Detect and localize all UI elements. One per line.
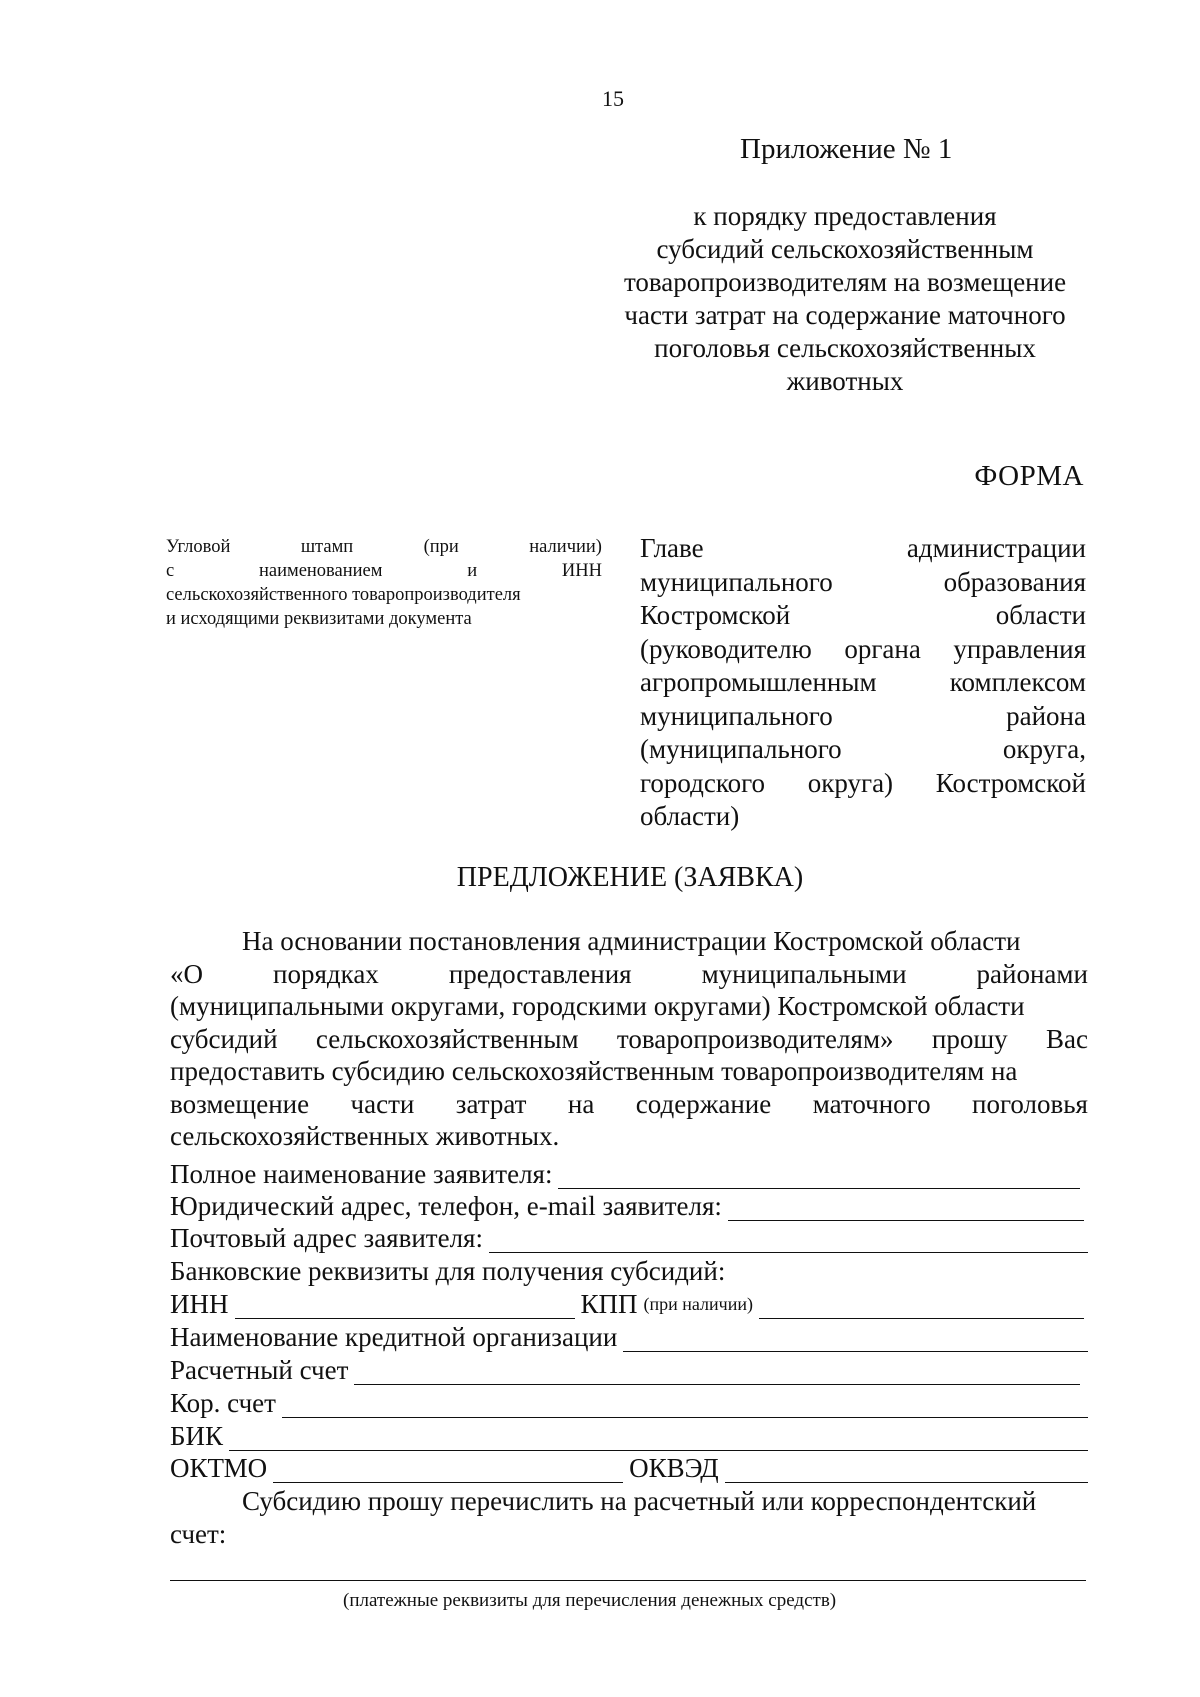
- paragraph-word: сельскохозяйственным: [315, 1023, 579, 1054]
- inn-label: ИНН: [170, 1289, 229, 1319]
- full-name-field: [170, 1159, 1080, 1189]
- addressee-word: администрации: [906, 533, 1086, 563]
- addressee-word: Костромской: [935, 767, 1086, 798]
- page-number: 15: [602, 86, 624, 111]
- addressee-line: [640, 599, 1086, 633]
- paragraph-word: части: [350, 1088, 415, 1119]
- appendix-subtitle-line: к порядку предоставления: [693, 201, 997, 231]
- paragraph-line: сельскохозяйственных животных.: [170, 1121, 560, 1151]
- addressee-word: городского: [640, 767, 765, 798]
- form-label: ФОРМА: [974, 460, 1084, 492]
- postal-address-blank[interactable]: [489, 1228, 1088, 1253]
- payment-details-blank[interactable]: [170, 1580, 1086, 1581]
- paragraph-word: субсидий: [170, 1023, 278, 1054]
- kpp-note: (при наличии): [643, 1294, 753, 1314]
- stamp-line: [166, 559, 602, 583]
- appendix-subtitle-line: субсидий сельскохозяйственным: [656, 234, 1034, 264]
- transfer-line: счет:: [170, 1519, 227, 1549]
- bank-details-label: Банковские реквизиты для получения субсидий:: [170, 1256, 726, 1286]
- addressee-line: [640, 800, 1086, 834]
- paragraph-line: предоставить субсидию сельскохозяйственным товаропроизводителям на: [170, 1056, 1018, 1086]
- okved-label: ОКВЭД: [629, 1453, 719, 1483]
- paragraph-word: возмещение: [170, 1088, 310, 1119]
- bank-name-label: Наименование кредитной организации: [170, 1322, 618, 1352]
- addressee-word: Главе: [640, 533, 704, 563]
- paragraph-word: районами: [976, 958, 1088, 989]
- postal-address-label: Почтовый адрес заявителя:: [170, 1223, 483, 1253]
- paragraph-word: «О: [170, 958, 203, 989]
- addressee-line: [640, 532, 1086, 566]
- addressee-word: муниципального: [640, 700, 833, 731]
- transfer-line: Субсидию прошу перечислить на расчетный или корреспондентский: [242, 1486, 1037, 1516]
- postal-address-field: [170, 1223, 1088, 1253]
- addressee-word: муниципального: [640, 566, 833, 597]
- addressee-word: органа: [844, 633, 921, 664]
- document-title: ПРЕДЛОЖЕНИЕ (ЗАЯВКА): [456, 862, 804, 893]
- stamp-word: ИНН: [561, 561, 602, 581]
- paragraph-word: прошу: [931, 1023, 1008, 1054]
- inn-kpp-field: [170, 1289, 1084, 1319]
- paragraph-line: [170, 1023, 1088, 1056]
- addressee-word: (руководителю: [640, 633, 812, 664]
- addressee-line: [640, 566, 1086, 600]
- addressee-word: округа): [807, 767, 894, 798]
- appendix-subtitle-line: части затрат на содержание маточного: [624, 300, 1066, 330]
- addressee-word: области: [995, 600, 1086, 630]
- paragraph-line: [170, 1088, 1088, 1121]
- request-paragraph: [170, 925, 1088, 1153]
- full-name-label: Полное наименование заявителя:: [170, 1159, 553, 1189]
- addressee-line: [640, 633, 1086, 667]
- stamp-line: и исходящими реквизитами документа: [166, 609, 472, 629]
- kpp-blank[interactable]: [759, 1294, 1084, 1319]
- addressee-word: (муниципального: [640, 734, 842, 764]
- corr-account-label: Кор. счет: [170, 1388, 276, 1418]
- stamp-line: сельскохозяйственного товаропроизводителя: [166, 585, 521, 605]
- legal-address-blank[interactable]: [728, 1196, 1084, 1221]
- addressee-word: комплексом: [949, 667, 1086, 697]
- stamp-word: с: [166, 561, 175, 581]
- oktmo-label: ОКТМО: [170, 1453, 268, 1483]
- settlement-account-blank[interactable]: [354, 1360, 1080, 1385]
- addressee-block: [640, 532, 1086, 834]
- bik-label: БИК: [170, 1421, 224, 1451]
- stamp-word: (при: [423, 537, 459, 557]
- oktmo-blank[interactable]: [273, 1458, 623, 1483]
- appendix-subtitle-line: товаропроизводителям на возмещение: [623, 267, 1067, 297]
- paragraph-word: содержание: [635, 1088, 772, 1119]
- bank-name-blank[interactable]: [623, 1327, 1088, 1352]
- stamp-word: штамп: [300, 537, 354, 557]
- paragraph-word: товаропроизводителям»: [616, 1023, 894, 1054]
- corner-stamp-note: [166, 535, 602, 631]
- addressee-word: округа,: [1002, 734, 1086, 764]
- appendix-subtitle-line: поголовья сельскохозяйственных: [654, 333, 1036, 363]
- addressee-line: [640, 700, 1086, 734]
- stamp-word: Угловой: [166, 537, 231, 557]
- paragraph-word: маточного: [812, 1088, 931, 1119]
- bik-field: [170, 1421, 1088, 1451]
- addressee-word: Костромской: [640, 600, 791, 630]
- stamp-word: наименованием: [258, 561, 383, 581]
- okved-blank[interactable]: [725, 1458, 1088, 1483]
- appendix-subtitle-line: животных: [786, 366, 904, 396]
- settlement-account-label: Расчетный счет: [170, 1355, 349, 1385]
- paragraph-word: муниципальными: [701, 958, 907, 989]
- paragraph-line: На основании постановления администрации Костромской области: [242, 926, 1021, 956]
- paragraph-word: Вас: [1045, 1023, 1088, 1054]
- addressee-word: агропромышленным: [640, 667, 877, 697]
- paragraph-word: порядках: [273, 958, 379, 989]
- addressee-word: области): [640, 801, 740, 831]
- bank-details-heading: [170, 1256, 1088, 1286]
- bank-name-field: [170, 1322, 1088, 1352]
- addressee-word: образования: [943, 566, 1086, 597]
- corr-account-blank[interactable]: [282, 1393, 1088, 1418]
- transfer-request: [170, 1486, 1088, 1516]
- paragraph-word: предоставления: [448, 958, 632, 989]
- transfer-request-cont: [170, 1519, 1088, 1549]
- kpp-label: КПП: [580, 1289, 638, 1319]
- appendix-subtitle: [600, 200, 1090, 398]
- legal-address-label: Юридический адрес, телефон, e-mail заявителя:: [170, 1191, 722, 1221]
- payment-details-caption: (платежные реквизиты для перечисления денежных средств): [343, 1590, 837, 1611]
- inn-blank[interactable]: [235, 1294, 575, 1319]
- bik-blank[interactable]: [229, 1426, 1088, 1451]
- settlement-account-field: [170, 1355, 1080, 1385]
- paragraph-word: поголовья: [972, 1088, 1088, 1119]
- addressee-line: [640, 666, 1086, 700]
- stamp-word: и: [467, 561, 478, 581]
- addressee-line: [640, 767, 1086, 801]
- addressee-word: района: [1006, 700, 1086, 731]
- addressee-word: управления: [953, 633, 1086, 664]
- full-name-blank[interactable]: [558, 1164, 1080, 1189]
- paragraph-word: затрат: [455, 1088, 527, 1119]
- corr-account-field: [170, 1388, 1088, 1418]
- addressee-line: [640, 733, 1086, 767]
- paragraph-line: [170, 958, 1088, 991]
- appendix-title: Приложение № 1: [740, 133, 953, 165]
- oktmo-okved-field: [170, 1453, 1088, 1483]
- paragraph-word: на: [567, 1088, 595, 1119]
- legal-address-field: [170, 1191, 1084, 1221]
- stamp-line: [166, 535, 602, 559]
- paragraph-line: (муниципальными округами, городскими округами) Костромской области: [170, 991, 1025, 1021]
- stamp-word: наличии): [529, 537, 602, 557]
